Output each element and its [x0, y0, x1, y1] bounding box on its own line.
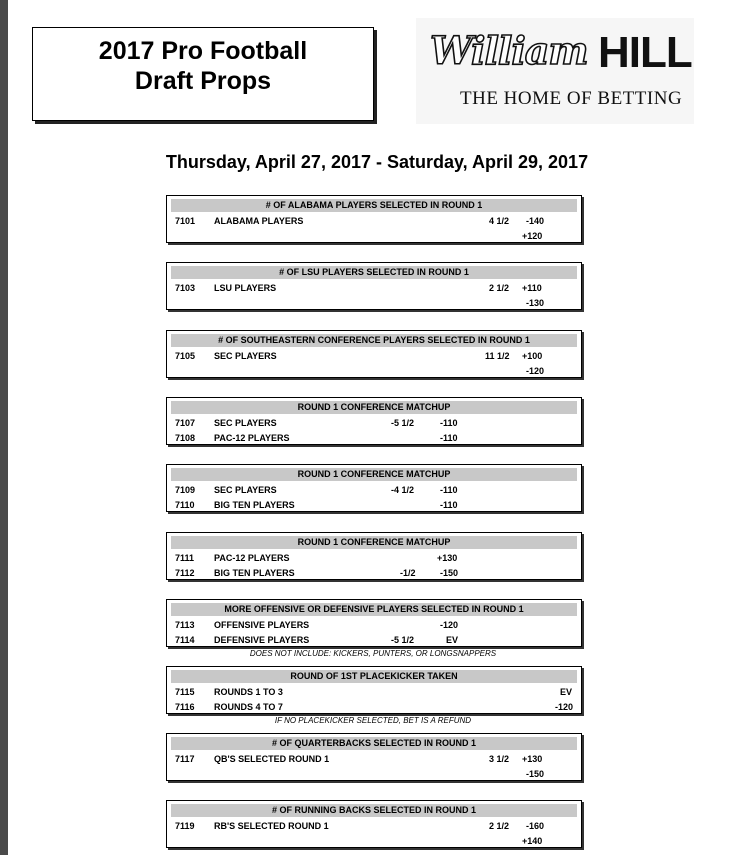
prop-row-under — [167, 767, 581, 782]
prop-block-header: # OF QUARTERBACKS SELECTED IN ROUND 1 — [171, 737, 577, 750]
under-odds: -130 — [526, 298, 545, 308]
prop-label: LSU PLAYERS — [214, 283, 277, 293]
prop-label: SEC PLAYERS — [214, 485, 277, 495]
prop-label: SEC PLAYERS — [214, 418, 277, 428]
prop-block-header: MORE OFFENSIVE OR DEFENSIVE PLAYERS SELECTED IN ROUND 1 — [171, 603, 577, 616]
spread: -1/2 — [400, 568, 416, 578]
rotation-number: 7107 — [175, 418, 196, 428]
odds: EV — [560, 687, 573, 697]
prop-block-header: ROUND OF 1ST PLACEKICKER TAKEN — [171, 670, 577, 683]
prop-row — [167, 431, 581, 446]
odds: -150 — [440, 568, 459, 578]
document-title-line-2: Draft Props — [134, 67, 272, 95]
rotation-number: 7112 — [175, 568, 195, 578]
prop-row — [167, 214, 581, 229]
odds: -120 — [555, 702, 574, 712]
prop-row — [167, 752, 581, 767]
prop-block-alabama — [166, 195, 582, 243]
prop-note: IF NO PLACEKICKER SELECTED, BET IS A REFUND — [274, 716, 472, 725]
logo-script-name: William — [430, 28, 588, 73]
prop-block-header: # OF SOUTHEASTERN CONFERENCE PLAYERS SELECTED IN ROUND 1 — [171, 334, 577, 347]
prop-block-running-backs — [166, 800, 582, 848]
prop-label: ALABAMA PLAYERS — [214, 216, 304, 226]
prop-label: SEC PLAYERS — [214, 351, 277, 361]
prop-block-header: ROUND 1 CONFERENCE MATCHUP — [171, 468, 577, 481]
prop-row-under — [167, 834, 581, 849]
rotation-number: 7116 — [175, 702, 195, 712]
william-hill-logo — [416, 18, 694, 124]
rotation-number: 7101 — [175, 216, 196, 226]
under-odds: +120 — [522, 231, 543, 241]
prop-row — [167, 566, 581, 581]
total-line: 11 1/2 — [485, 351, 510, 361]
logo-tagline: THE HOME OF BETTING — [460, 88, 683, 109]
odds: -110 — [440, 500, 458, 510]
prop-block-placekicker — [166, 666, 582, 714]
prop-row — [167, 685, 581, 700]
odds: -110 — [440, 433, 458, 443]
odds: -110 — [440, 485, 458, 495]
prop-block-quarterbacks — [166, 733, 582, 781]
prop-block-matchup-pac12-bigten — [166, 532, 582, 580]
prop-label: BIG TEN PLAYERS — [214, 568, 295, 578]
prop-label: ROUNDS 1 TO 3 — [214, 687, 283, 697]
prop-row — [167, 498, 581, 513]
prop-row-under — [167, 229, 581, 244]
prop-block-header: # OF ALABAMA PLAYERS SELECTED IN ROUND 1 — [171, 199, 577, 212]
prop-label: ROUNDS 4 TO 7 — [214, 702, 283, 712]
over-odds: +100 — [522, 351, 543, 361]
logo-block-name: HILL — [598, 28, 692, 77]
prop-label: DEFENSIVE PLAYERS — [214, 635, 310, 645]
spread: -5 1/2 — [391, 418, 415, 428]
prop-block-matchup-sec-pac12 — [166, 397, 582, 445]
over-odds: -140 — [526, 216, 545, 226]
total-line: 4 1/2 — [489, 216, 510, 226]
prop-label: PAC-12 PLAYERS — [214, 553, 290, 563]
prop-row — [167, 700, 581, 715]
prop-block-header: ROUND 1 CONFERENCE MATCHUP — [171, 401, 577, 414]
prop-row-under — [167, 364, 581, 379]
prop-block-offense-defense — [166, 599, 582, 647]
prop-row — [167, 349, 581, 364]
prop-label: QB'S SELECTED ROUND 1 — [214, 754, 330, 764]
document-title-box — [32, 27, 374, 121]
odds: -110 — [440, 418, 458, 428]
prop-label: PAC-12 PLAYERS — [214, 433, 290, 443]
rotation-number: 7109 — [175, 485, 196, 495]
under-odds: -150 — [526, 769, 545, 779]
odds: EV — [446, 635, 459, 645]
prop-row — [167, 281, 581, 296]
rotation-number: 7110 — [175, 500, 195, 510]
odds: +130 — [437, 553, 458, 563]
document-title-line-1: 2017 Pro Football — [98, 37, 308, 65]
prop-label: RB'S SELECTED ROUND 1 — [214, 821, 329, 831]
rotation-number: 7117 — [175, 754, 195, 764]
prop-block-sec — [166, 330, 582, 378]
prop-row — [167, 618, 581, 633]
under-odds: -120 — [526, 366, 545, 376]
prop-row — [167, 551, 581, 566]
rotation-number: 7113 — [175, 620, 195, 630]
prop-row — [167, 633, 581, 648]
total-line: 2 1/2 — [489, 283, 510, 293]
rotation-number: 7114 — [175, 635, 195, 645]
prop-block-header: ROUND 1 CONFERENCE MATCHUP — [171, 536, 577, 549]
prop-block-header: # OF RUNNING BACKS SELECTED IN ROUND 1 — [171, 804, 577, 817]
prop-row — [167, 819, 581, 834]
viewer-left-edge — [0, 0, 8, 855]
over-odds: +130 — [522, 754, 543, 764]
under-odds: +140 — [522, 836, 543, 846]
prop-label: BIG TEN PLAYERS — [214, 500, 295, 510]
rotation-number: 7108 — [175, 433, 196, 443]
prop-block-matchup-sec-bigten — [166, 464, 582, 512]
prop-note: DOES NOT INCLUDE: KICKERS, PUNTERS, OR LONGSNAPPERS — [249, 649, 497, 658]
total-line: 3 1/2 — [489, 754, 510, 764]
prop-row — [167, 483, 581, 498]
date-range: Thursday, April 27, 2017 - Saturday, April 29, 2017 — [165, 152, 589, 172]
rotation-number: 7115 — [175, 687, 195, 697]
prop-row — [167, 416, 581, 431]
rotation-number: 7103 — [175, 283, 196, 293]
total-line: 2 1/2 — [489, 821, 510, 831]
spread: -4 1/2 — [391, 485, 415, 495]
rotation-number: 7105 — [175, 351, 196, 361]
spread: -5 1/2 — [391, 635, 415, 645]
over-odds: -160 — [526, 821, 545, 831]
odds: -120 — [440, 620, 459, 630]
rotation-number: 7119 — [175, 821, 195, 831]
prop-block-header: # OF LSU PLAYERS SELECTED IN ROUND 1 — [171, 266, 577, 279]
rotation-number: 7111 — [175, 553, 195, 563]
prop-block-lsu — [166, 262, 582, 310]
prop-row-under — [167, 296, 581, 311]
prop-label: OFFENSIVE PLAYERS — [214, 620, 310, 630]
over-odds: +110 — [522, 283, 542, 293]
